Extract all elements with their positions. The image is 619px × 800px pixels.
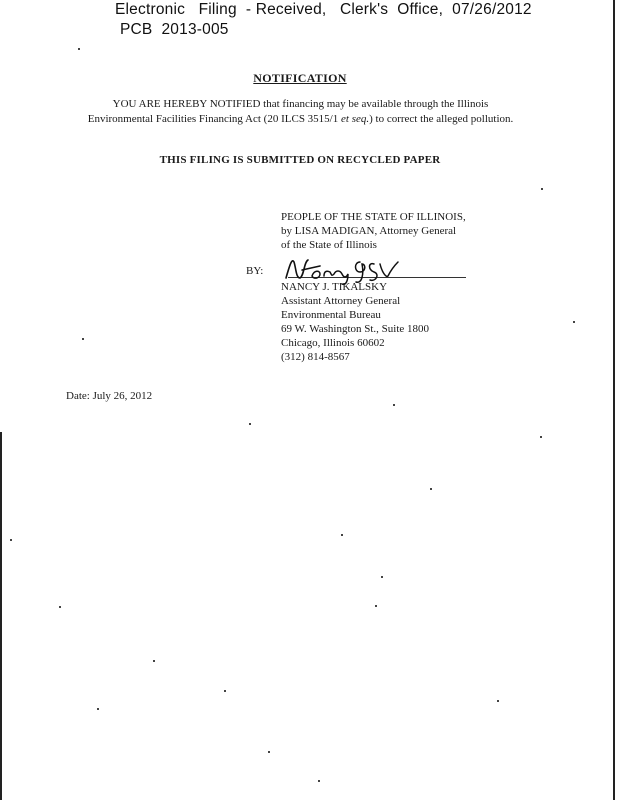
scan-speck	[318, 780, 320, 782]
by-label: BY:	[246, 265, 264, 277]
scan-speck	[541, 188, 543, 190]
signatory-street: 69 W. Washington St., Suite 1800	[281, 323, 430, 335]
scan-speck	[78, 48, 80, 50]
page-edge-left	[0, 432, 2, 800]
scan-speck	[224, 690, 226, 692]
notification-paragraph	[30, 97, 571, 127]
scan-speck	[10, 539, 12, 541]
signatory-phone: (312) 814-8567	[281, 351, 350, 363]
filing-stamp-line2: PCB 2013-005	[120, 21, 229, 38]
scan-speck	[97, 708, 99, 710]
signatory-bureau: Environmental Bureau	[281, 309, 381, 321]
scan-speck	[393, 404, 395, 406]
notice-citation-italic: et seq.	[341, 113, 370, 125]
party-block	[281, 210, 466, 252]
scan-speck	[82, 338, 84, 340]
filing-stamp-line1: Electronic Filing - Received, Clerk's Office, 07/26/2012	[115, 1, 532, 18]
party-line-2: by LISA MADIGAN, Attorney General	[281, 225, 457, 237]
scan-speck	[59, 606, 61, 608]
page-edge-right	[613, 0, 615, 800]
scan-speck	[249, 423, 251, 425]
notice-line-1: YOU ARE HEREBY NOTIFIED that financing may be available through the Illinois	[112, 98, 489, 110]
scan-speck	[268, 751, 270, 753]
recycled-paper-notice: THIS FILING IS SUBMITTED ON RECYCLED PAPER	[159, 154, 441, 166]
notice-line-2-end: ) to correct the alleged pollution.	[369, 113, 514, 125]
scan-speck	[381, 576, 383, 578]
scan-speck	[497, 700, 499, 702]
signatory-block	[281, 280, 429, 364]
scan-speck	[573, 321, 575, 323]
signatory-title: Assistant Attorney General	[281, 295, 401, 307]
scan-speck	[375, 605, 377, 607]
scan-speck	[430, 488, 432, 490]
party-line-1: PEOPLE OF THE STATE OF ILLINOIS,	[281, 211, 466, 223]
notice-line-2-start: Environmental Facilities Financing Act (20 ILCS 3515/1	[87, 113, 341, 125]
scan-speck	[153, 660, 155, 662]
notice-line-2	[30, 112, 571, 127]
scan-speck	[540, 436, 542, 438]
scan-speck	[341, 534, 343, 536]
party-line-3: of the State of Illinois	[281, 239, 377, 251]
document-date: Date: July 26, 2012	[66, 390, 153, 402]
signatory-name: NANCY J. TIKALSKY	[281, 281, 388, 293]
signatory-city: Chicago, Illinois 60602	[281, 337, 385, 349]
document-title: NOTIFICATION	[253, 71, 347, 85]
